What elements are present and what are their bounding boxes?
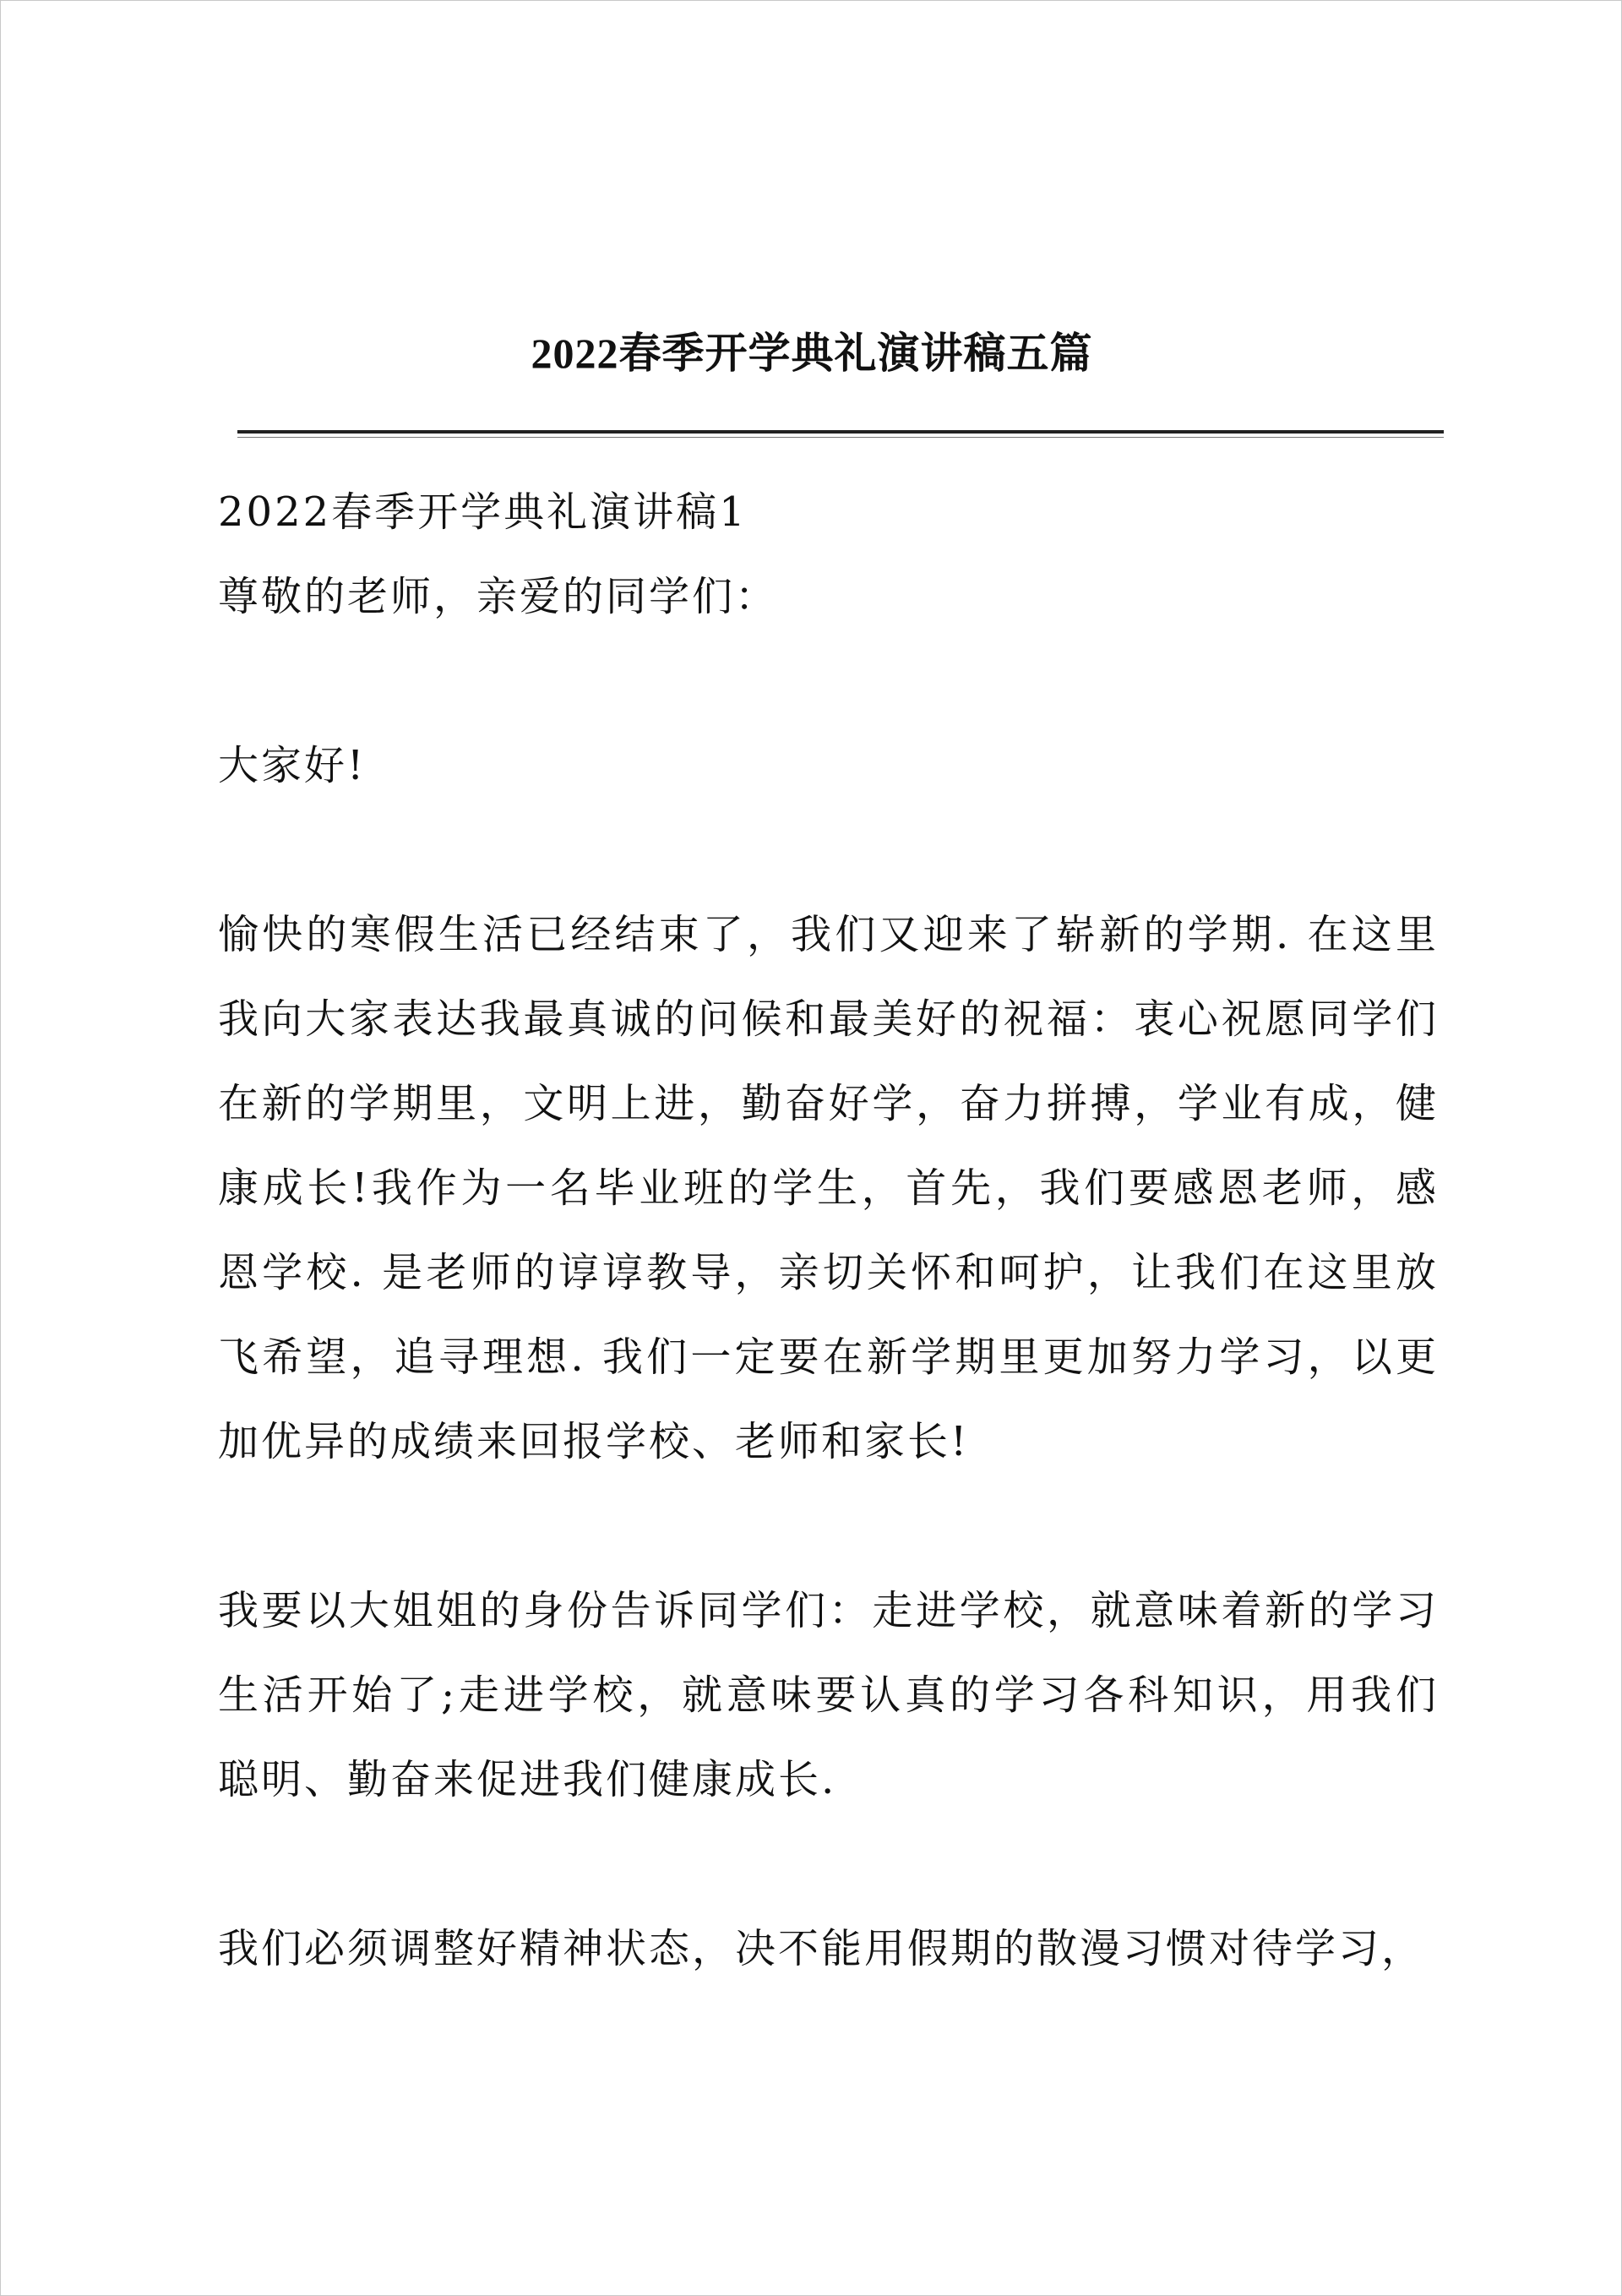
title-divider	[237, 430, 1444, 434]
spacer	[218, 808, 1439, 892]
spacer	[218, 1484, 1439, 1568]
document-body	[218, 470, 1439, 1991]
spacer	[218, 1822, 1439, 1906]
greeting: 大家好!	[218, 742, 367, 789]
title-divider-thin	[237, 437, 1444, 438]
salutation: 尊敬的老师，亲爱的同学们：	[218, 573, 779, 620]
paragraph: 我们必须调整好精神状态，决不能用假期的散漫习惯对待学习，	[218, 1925, 1425, 1972]
section-heading: 2022春季开学典礼演讲稿1	[218, 488, 748, 536]
paragraph: 愉快的寒假生活已经结束了，我们又迎来了崭新的学期. 在这里我向大家表达我最真诚的问候和最美好的祝福：衷心祝愿同学们在新的学期里，文明上进，勤奋好学，奋力拼搏，学业有成，健康成长!我作为一名毕业班的学生，首先，我们要感恩老师，感恩学校. 是老师的谆谆教导，亲切关怀和呵护，让我们在这里放飞希望，追寻理想. 我们一定要在新学期里更加努力学习，以更加优异的成绩来回报学校、老师和家长!	[218, 911, 1439, 1465]
paragraph: 我要以大姐姐的身份告诉同学们：走进学校，就意味着新的学习生活开始了;走进学校，就意味要认真的学习各科知识，用我们聪明、勤奋来促进我们健康成长.	[218, 1587, 1439, 1803]
document-title: 2022春季开学典礼演讲稿五篇	[531, 330, 1093, 377]
spacer	[218, 639, 1439, 723]
